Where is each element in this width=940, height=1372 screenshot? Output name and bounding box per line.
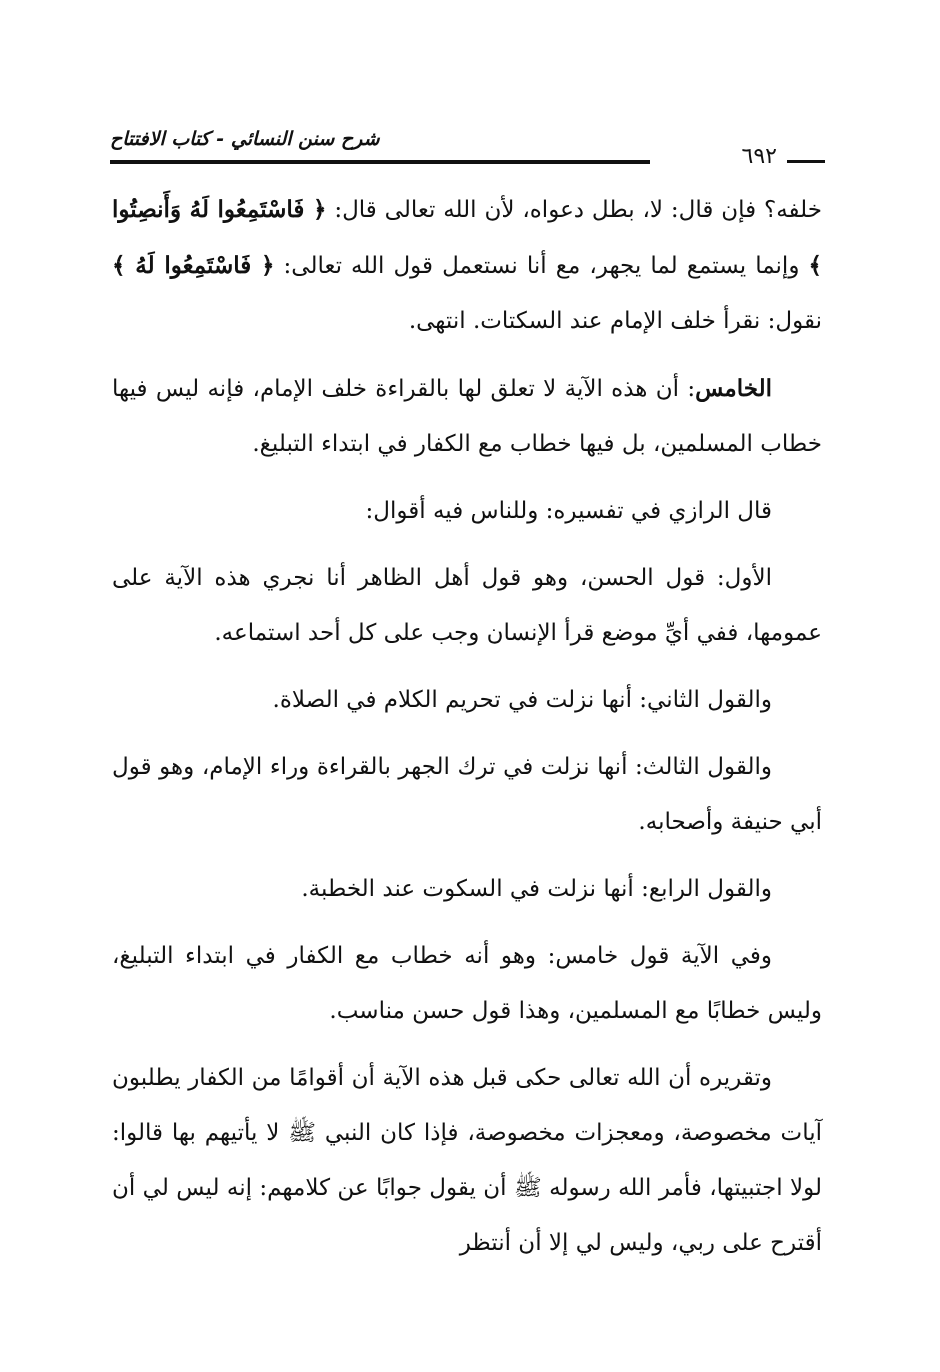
paragraph-2 [112,361,822,472]
quran-quote: ﴿ فَاسْتَمِعُوا لَهُ وَأَنصِتُوا ﴾ [112,196,822,279]
paragraph-8: وفي الآية قول خامس: وهو أنه خطاب مع الكفار في ابتداء التبليغ، وليس خطابًا مع المسلمين، وهذا قول حسن مناسب. [112,943,822,1024]
page-number: ٦٩٢ [741,144,777,169]
paragraph-1 [112,182,822,349]
quran-quote: ﴿ فَاسْتَمِعُوا لَهُ ﴾ [112,252,275,279]
paragraph-4: الأول: قول الحسن، وهو قول أهل الظاهر أنا نجري هذه الآية على عمومها، ففي أيِّ موضع قرأ الإنسان وجب على كل أحد استماعه. [112,565,822,646]
paragraph-9: وتقريره أن الله تعالى حكى قبل هذه الآية أن أقوامًا من الكفار يطلبون آيات مخصوصة، ومعجزات مخصوصة، فإذا كان النبي ﷺ لا يأتيهم بها قالوا: لولا اجتبيتها، فأمر الله رسوله ﷺ أن يقول جوابًا عن كلامهم: إنه ليس لي أن أقترح على ربي، وليس لي إلا أن أنتظر [112,1065,822,1256]
page-header [110,120,825,170]
running-title: شرح سنن النسائي - كتاب الافتتاح [110,128,380,150]
text-span: نقول: نقرأ خلف الإمام عند السكتات. انتهى. [408,308,822,334]
text-span: وإنما يستمع لما يجهر، مع أنا نستعمل قول الله تعالى: [274,253,809,279]
page-number-dash [787,160,825,163]
paragraph-lead: الخامس [695,375,772,402]
paragraph-3: قال الرازي في تفسيره: وللناس فيه أقوال: [365,498,772,524]
paragraph-5: والقول الثاني: أنها نزلت في تحريم الكلام في الصلاة. [272,687,772,713]
header-rule [110,160,650,164]
paragraph-7: والقول الرابع: أنها نزلت في السكوت عند الخطبة. [301,876,772,902]
text-span: خلفه؟ فإن قال: لا، بطل دعواه، لأن الله تعالى قال: [326,197,822,223]
text-span: : أن هذه الآية لا تعلق لها بالقراءة خلف الإمام، فإنه ليس فيها خطاب المسلمين، بل فيها خطاب مع الكفار في ابتداء التبليغ. [112,376,822,457]
paragraph-6: والقول الثالث: أنها نزلت في ترك الجهر بالقراءة وراء الإمام، وهو قول أبي حنيفة وأصحابه. [112,754,822,835]
body-text [112,182,822,1283]
